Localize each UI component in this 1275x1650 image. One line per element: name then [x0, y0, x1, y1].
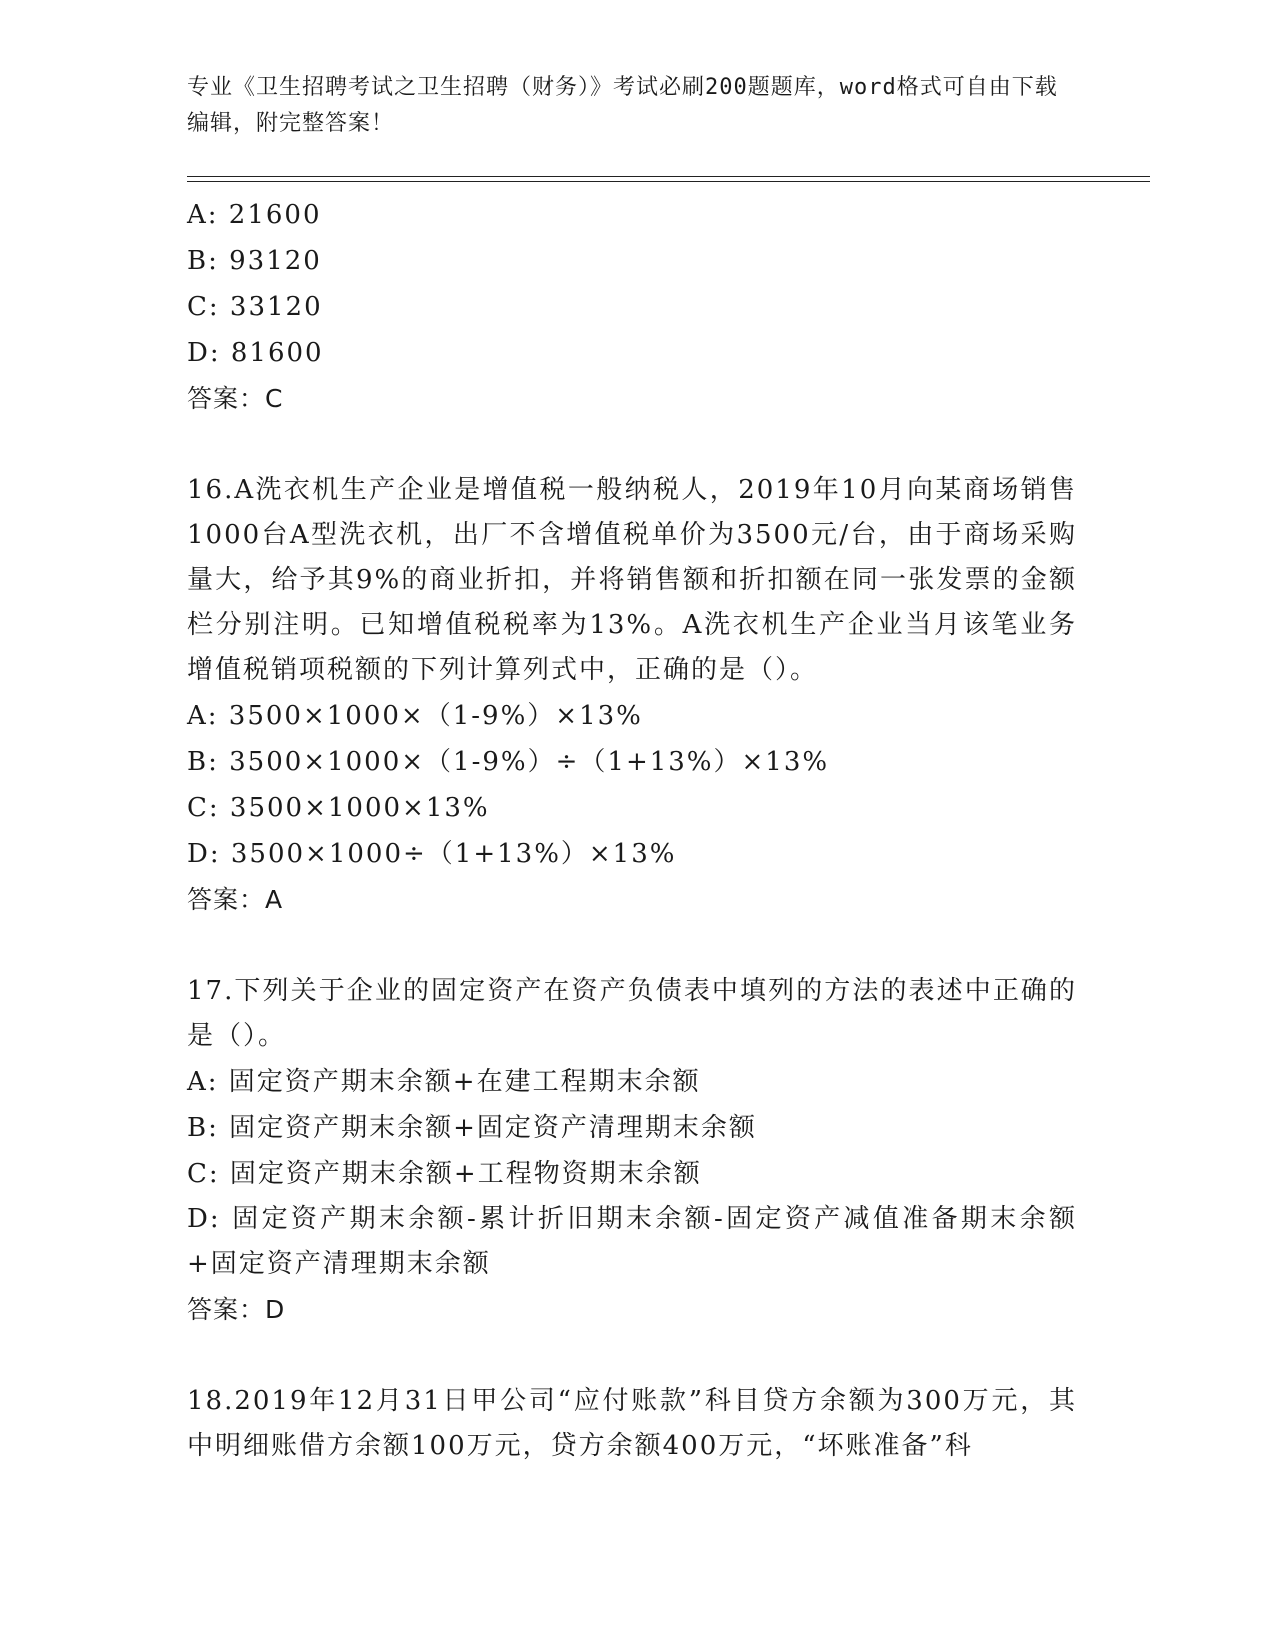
- answer-15: 答案：C: [187, 384, 284, 413]
- question-content: [187, 192, 1077, 1469]
- option-a: A: 固定资产期末余额+在建工程期末余额: [187, 1067, 701, 1097]
- option-d: D: 固定资产期末余额-累计折旧期末余额-固定资产减值准备期末余额+固定资产清理期末余额: [187, 1204, 1077, 1279]
- option-d: D: 3500×1000÷（1+13%）×13%: [187, 839, 677, 869]
- spacer: [187, 422, 1077, 468]
- header-divider-bottom: [187, 181, 1150, 182]
- option-a: A: 3500×1000×（1-9%）×13%: [187, 701, 643, 731]
- option-d: D: 81600: [187, 338, 324, 368]
- spacer: [187, 923, 1077, 969]
- question-17-text: 17.下列关于企业的固定资产在资产负债表中填列的方法的表述中正确的是（）。: [187, 976, 1077, 1051]
- answer-17: 答案：D: [187, 1295, 286, 1324]
- answer-16: 答案：A: [187, 885, 284, 914]
- option-b: B: 93120: [187, 246, 322, 276]
- option-b: B: 3500×1000×（1-9%）÷（1+13%）×13%: [187, 747, 830, 777]
- header-divider-top: [187, 176, 1150, 177]
- question-15-options: [187, 192, 1077, 376]
- page-header: 专业《卫生招聘考试之卫生招聘（财务）》考试必刷200题题库，word格式可自由下载编辑，附完整答案！: [187, 75, 1058, 136]
- spacer: [187, 1333, 1077, 1379]
- question-18-text: 18.2019年12月31日甲公司“应付账款”科目贷方余额为300万元，其中明细账借方余额100万元，贷方余额400万元，“坏账准备”科: [187, 1386, 1077, 1461]
- option-a: A: 21600: [187, 200, 322, 230]
- option-c: C: 33120: [187, 292, 323, 322]
- option-b: B: 固定资产期末余额+固定资产清理期末余额: [187, 1113, 757, 1143]
- option-c: C: 固定资产期末余额+工程物资期末余额: [187, 1159, 702, 1189]
- option-c: C: 3500×1000×13%: [187, 793, 490, 823]
- question-16-text: 16.A洗衣机生产企业是增值税一般纳税人，2019年10月向某商场销售1000台A型洗衣机，出厂不含增值税单价为3500元/台，由于商场采购量大，给予其9%的商业折扣，并将销售额和折扣额在同一张发票的金额栏分别注明。已知增值税税率为13%。A洗衣机生产企业当月该笔业务增值税销项税额的下列计算列式中，正确的是（）。: [187, 475, 1077, 685]
